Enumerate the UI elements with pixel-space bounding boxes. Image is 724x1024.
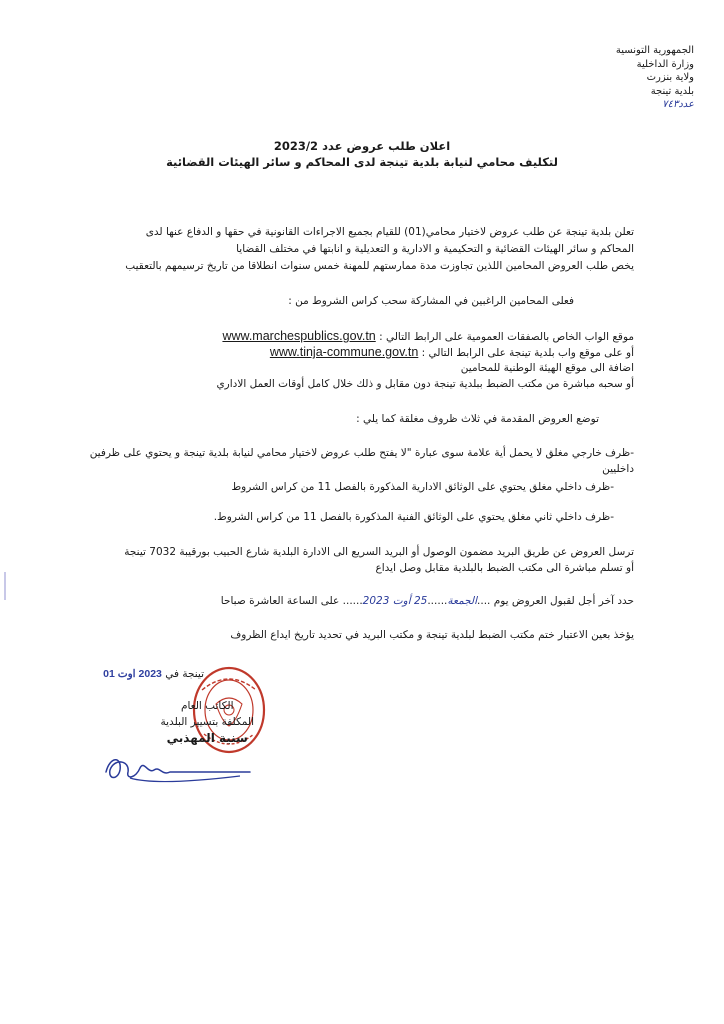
deadline-day: الجمعة	[447, 595, 478, 607]
source-2-text: أو على موقع واب بلدية تينجة على الرابط التالي :	[421, 347, 634, 359]
postmark-note: يؤخذ بعين الاعتبار ختم مكتب الضبط لبلدية تينجة و مكتب البريد في تحديد تاريخ ايداع الظروف	[230, 629, 634, 641]
tinja-commune-link[interactable]: www.tinja-commune.gov.tn	[269, 345, 419, 359]
participation-text: فعلى المحامين الراغبين في المشاركة سحب كراس الشروط من :	[288, 295, 574, 307]
deadline-date: 25 أوت 2023	[362, 595, 428, 607]
intro-line-3: يخص طلب العروض المحامين اللذين تجاوزت مدة ممارستهم للمهنة خمس سنوات انطلاقا من تاريخ ترسيمهم بالتعقيب	[125, 260, 634, 272]
place-date-line	[0, 667, 204, 681]
intro-line-2: المحاكم و سائر الهيئات القضائية و التحكيمية و الادارية و التعديلية و انابتها في مختلف القضايا	[236, 243, 634, 255]
deadline-suffix: على الساعة العاشرة صباحا	[220, 595, 340, 607]
outer-envelope-line-1: -ظرف خارجي مغلق لا يحمل أية علامة سوى عبارة "لا يفتح طلب عروض لاختيار محامي لنيابة بلدية تينجة و يحتوي على ظرفين	[89, 447, 634, 459]
source-line-3: اضافة الى موقع الهيئة الوطنية للمحامين	[460, 362, 634, 374]
deadline-line: حدد آخر أجل لقبول العروض يوم ....الجمعة......25 أوت 2023...... على الساعة العاشرة صباحا	[220, 595, 634, 607]
signature-block	[161, 698, 255, 746]
governorate-name: ولاية بنزرت	[646, 72, 694, 83]
handwritten-signature-icon	[100, 750, 260, 786]
submission-line-2: أو تسلم مباشرة الى مكتب الضبط بالبلدية مقابل وصل ايداع	[375, 562, 634, 574]
scan-margin-mark	[4, 572, 6, 600]
role-municipality-manager: المكلفة بتسيير البلدية	[160, 716, 254, 728]
title-line-2: لتكليف محامي لنيابة بلدية تينجة لدى المحاكم و سائر الهيئات القضائية	[166, 155, 558, 169]
source-line-1	[0, 329, 634, 344]
inner-envelope-2: -ظرف داخلي ثاني مغلق يحتوي على الوثائق الفنية المذكورة بالفصل 11 من كراس الشروط.	[213, 511, 614, 523]
source-1-text: موقع الواب الخاص بالصفقات العمومية على الرابط التالي :	[379, 331, 634, 343]
reference-number: عدد٧٤٣	[662, 99, 694, 110]
role-general-secretary: الكاتب العام	[180, 700, 234, 712]
source-line-4: أو سحبه مباشرة من مكتب الضبط ببلدية تينجة دون مقابل و ذلك خلال كامل أوقات العمل الاداري	[216, 378, 634, 390]
ministry-name: وزارة الداخلية	[636, 58, 694, 70]
inner-envelope-1: -ظرف داخلي مغلق يحتوي على الوثائق الادارية المذكورة بالفصل 11 من كراس الشروط	[231, 481, 614, 493]
submission-line-1: ترسل العروض عن طريق البريد مضمون الوصول أو البريد السريع الى الادارة البلدية شارع الحبيب بورقيبة 7032 تينجة	[124, 546, 634, 558]
title-line-1: اعلان طلب عروض عدد 2023/2	[273, 139, 451, 153]
intro-line-1: تعلن بلدية تينجة عن طلب عروض لاختيار محامي(01) للقيام بجميع الاجراءات القانونية في حقها و الدفاع عنها لدى	[145, 226, 634, 238]
municipality-name: بلدية تينجة	[650, 85, 694, 97]
letterhead	[616, 44, 694, 112]
deadline-prefix: حدد آخر أجل لقبول العروض يوم	[493, 595, 634, 607]
source-line-2	[0, 345, 634, 360]
marchespublics-link[interactable]: www.marchespublics.gov.tn	[222, 329, 376, 343]
signatory-name: سنية المهذبي	[166, 731, 248, 745]
outer-envelope-line-2: داخليين	[602, 463, 634, 475]
republic-name: الجمهورية التونسية	[615, 45, 694, 56]
place-label: تينجة في	[165, 668, 204, 680]
date-stamp: 2023 اوت 01	[103, 668, 162, 680]
envelopes-intro: توضع العروض المقدمة في ثلاث ظروف مغلقة كما يلي :	[356, 413, 599, 425]
